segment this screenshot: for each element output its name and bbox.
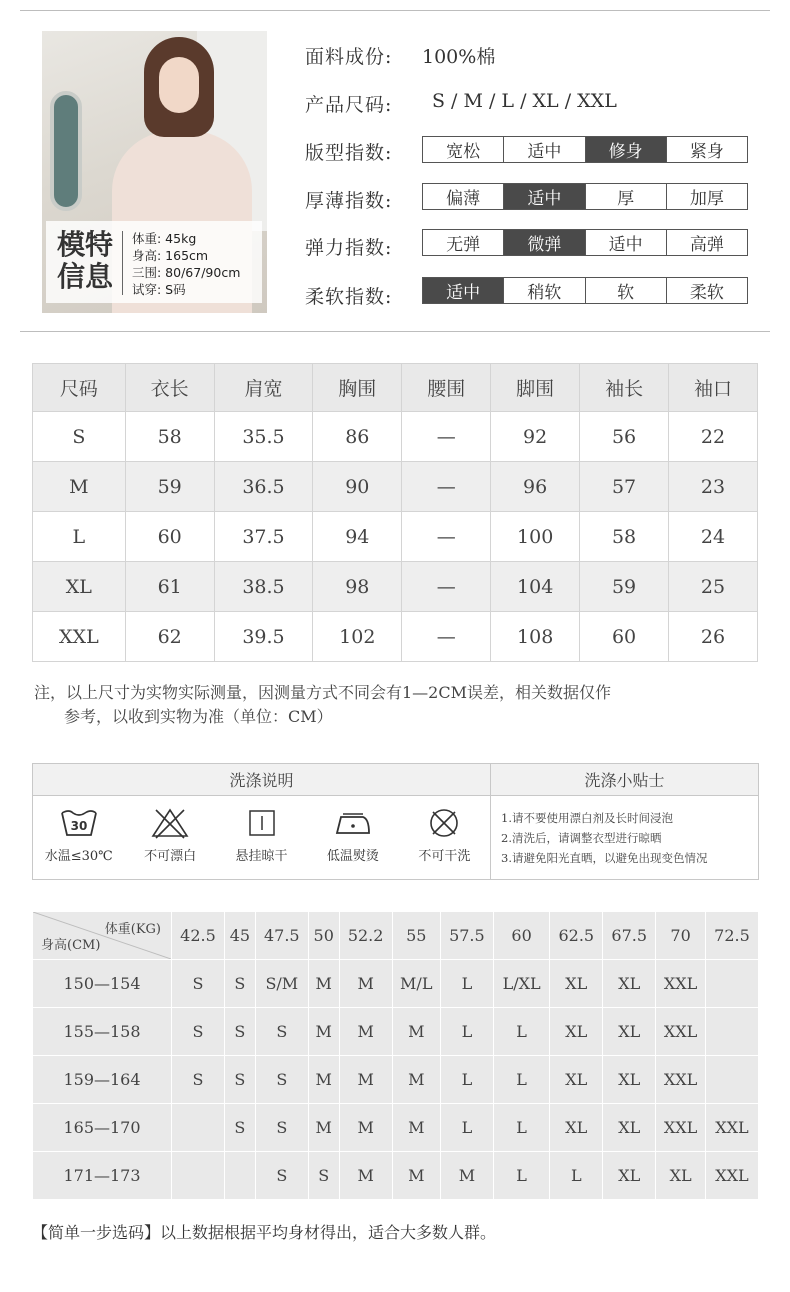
model-measurements: 三围: 80/67/90cm — [132, 265, 241, 280]
size-header-cell: 脚围 — [491, 364, 580, 412]
recommended-size-cell: XL — [603, 1152, 656, 1200]
scale-option: 宽松 — [446, 142, 481, 162]
fit-scale — [422, 136, 748, 163]
size-label: 产品尺码: — [305, 94, 393, 116]
table-row — [33, 1008, 759, 1056]
model-tried-size: 试穿: S码 — [132, 282, 186, 297]
wash-tips-title: 洗涤小贴士 — [491, 764, 758, 796]
recommended-size-cell: M — [339, 1056, 392, 1104]
wash-temp-label: 水温≤30℃ — [44, 849, 113, 864]
scale-option: 紧身 — [666, 137, 747, 162]
scale-option: 稍软 — [503, 278, 584, 303]
size-cell: 108 — [491, 612, 580, 662]
recommended-size-cell: S — [255, 1152, 308, 1200]
recommended-size-cell: L — [493, 1008, 549, 1056]
recommended-size-cell: L — [440, 1008, 493, 1056]
recommended-size-cell: L — [440, 960, 493, 1008]
weight-header-cell: 50 — [308, 912, 339, 960]
hang-dry-icon — [242, 807, 282, 839]
recommended-size-cell: S — [224, 1104, 255, 1152]
recommended-size-cell: L — [493, 1056, 549, 1104]
photo-window — [50, 91, 82, 211]
recommended-size-cell: XL — [550, 1104, 603, 1152]
rec-corner-cell — [33, 912, 172, 960]
rec-header-row — [33, 912, 759, 960]
wash-icons — [33, 797, 490, 879]
weight-header-cell: 52.2 — [339, 912, 392, 960]
size-header-cell: 袖长 — [580, 364, 669, 412]
wash-item — [399, 797, 490, 879]
weight-header-cell: 67.5 — [603, 912, 656, 960]
recommended-size-cell: L/XL — [493, 960, 549, 1008]
size-cell: 38.5 — [214, 562, 313, 612]
size-cell: 39.5 — [214, 612, 313, 662]
weight-header-cell: 47.5 — [255, 912, 308, 960]
size-cell: M — [33, 462, 126, 512]
height-range-cell: 159—164 — [33, 1056, 172, 1104]
size-header-cell: 胸围 — [313, 364, 402, 412]
no-bleach-label: 不可漂白 — [144, 849, 197, 864]
scale-option: 微弹 — [503, 230, 584, 255]
recommended-size-cell: XL — [550, 1056, 603, 1104]
scale-option: 适中 — [585, 230, 666, 255]
size-cell: 37.5 — [214, 512, 313, 562]
recommended-size-cell — [172, 1152, 225, 1200]
size-cell: — — [402, 612, 491, 662]
thickness-scale — [422, 183, 748, 210]
weight-header-cell: 60 — [493, 912, 549, 960]
recommended-size-cell: XXL — [656, 1008, 706, 1056]
scale-option: 适中 — [503, 184, 584, 209]
size-cell: 90 — [313, 462, 402, 512]
weight-header-cell: 42.5 — [172, 912, 225, 960]
size-cell: 98 — [313, 562, 402, 612]
model-title-line1: 模特 — [56, 228, 113, 261]
recommended-size-cell: M — [339, 1008, 392, 1056]
recommended-size-cell: L — [550, 1152, 603, 1200]
recommended-size-cell: M — [392, 1104, 440, 1152]
table-row — [33, 960, 759, 1008]
scale-option: 柔软 — [666, 278, 747, 303]
recommended-size-cell: M — [339, 1104, 392, 1152]
recommended-size-cell: XL — [603, 960, 656, 1008]
fabric-label: 面料成份: — [305, 46, 393, 68]
recommended-size-cell: XXL — [705, 1104, 758, 1152]
recommended-size-cell: S — [224, 1008, 255, 1056]
model-info-divider — [122, 231, 123, 295]
scale-option: 适中 — [503, 137, 584, 162]
wash-temp-badge: 30 — [70, 819, 88, 833]
weight-header-cell: 62.5 — [550, 912, 603, 960]
no-bleach-icon — [150, 807, 190, 839]
size-cell: 23 — [669, 462, 758, 512]
weight-header-cell: 72.5 — [705, 912, 758, 960]
size-cell: 60 — [580, 612, 669, 662]
size-cell: L — [33, 512, 126, 562]
size-table — [32, 363, 758, 662]
size-cell: — — [402, 462, 491, 512]
wash-item — [33, 797, 124, 879]
recommended-size-cell: L — [440, 1104, 493, 1152]
recommended-size-cell: M — [308, 1008, 339, 1056]
size-cell: 102 — [313, 612, 402, 662]
size-header-cell: 尺码 — [33, 364, 126, 412]
hang-dry-label: 悬挂晾干 — [235, 849, 288, 864]
model-stats — [132, 230, 240, 298]
wash-tip-2: 2.清洗后，请调整衣型进行晾晒 — [501, 831, 662, 845]
size-cell: 24 — [669, 512, 758, 562]
fit-label: 版型指数: — [305, 142, 393, 164]
wash-title: 洗涤说明 — [33, 764, 490, 796]
size-cell: XXL — [33, 612, 126, 662]
recommended-size-cell: S — [172, 960, 225, 1008]
size-cell: 104 — [491, 562, 580, 612]
recommended-size-cell: L — [493, 1104, 549, 1152]
weight-header-cell: 45 — [224, 912, 255, 960]
table-row — [33, 1056, 759, 1104]
recommended-size-cell: XXL — [705, 1152, 758, 1200]
height-range-cell: 150—154 — [33, 960, 172, 1008]
size-cell: 62 — [125, 612, 214, 662]
wash-item — [124, 797, 215, 879]
recommended-size-cell: XXL — [656, 960, 706, 1008]
recommended-size-cell: M — [339, 1152, 392, 1200]
size-cell: 58 — [125, 412, 214, 462]
scale-option: 软 — [585, 278, 666, 303]
table-row — [33, 1152, 759, 1200]
size-cell: 94 — [313, 512, 402, 562]
size-recommendation-table — [32, 911, 759, 1200]
weight-header-cell: 57.5 — [440, 912, 493, 960]
model-info-title — [54, 229, 116, 293]
wash-30-icon — [59, 807, 99, 839]
wash-item — [216, 797, 307, 879]
height-axis-label: 身高(CM) — [41, 938, 101, 953]
size-cell: 56 — [580, 412, 669, 462]
recommended-size-cell: XXL — [656, 1104, 706, 1152]
table-row — [33, 412, 758, 462]
softness-scale — [422, 277, 748, 304]
size-cell: 22 — [669, 412, 758, 462]
recommended-size-cell — [172, 1104, 225, 1152]
size-cell: 26 — [669, 612, 758, 662]
size-cell: 92 — [491, 412, 580, 462]
no-dry-clean-icon — [424, 807, 464, 839]
table-row — [33, 462, 758, 512]
size-cell: 60 — [125, 512, 214, 562]
recommended-size-cell: XL — [550, 960, 603, 1008]
recommended-size-cell: S — [255, 1056, 308, 1104]
recommended-size-cell: M — [308, 1104, 339, 1152]
recommended-size-cell: S — [224, 1056, 255, 1104]
size-cell: — — [402, 412, 491, 462]
section-divider — [20, 331, 770, 332]
size-cell: 96 — [491, 462, 580, 512]
recommended-size-cell: XL — [603, 1104, 656, 1152]
elasticity-scale — [422, 229, 748, 256]
scale-option: 偏薄 — [446, 189, 481, 209]
thickness-label: 厚薄指数: — [305, 190, 393, 212]
recommended-size-cell: M — [339, 960, 392, 1008]
scale-option: 高弹 — [666, 230, 747, 255]
recommended-size-cell: M — [392, 1152, 440, 1200]
fabric-value: 100%棉 — [422, 46, 496, 68]
wash-item — [307, 797, 398, 879]
recommended-size-cell: M — [308, 1056, 339, 1104]
recommended-size-cell: L — [493, 1152, 549, 1200]
table-row — [33, 612, 758, 662]
scale-option: 适中 — [423, 278, 503, 303]
model-weight: 体重: 45kg — [132, 231, 197, 246]
height-range-cell: 171—173 — [33, 1152, 172, 1200]
recommended-size-cell: M — [308, 960, 339, 1008]
recommended-size-cell: XL — [603, 1056, 656, 1104]
size-cell: 36.5 — [214, 462, 313, 512]
recommended-size-cell: S — [308, 1152, 339, 1200]
recommended-size-cell: S/M — [255, 960, 308, 1008]
size-cell: 35.5 — [214, 412, 313, 462]
scale-option: 无弹 — [446, 235, 481, 255]
recommended-size-cell: S — [255, 1104, 308, 1152]
size-cell: 86 — [313, 412, 402, 462]
size-header-cell: 肩宽 — [214, 364, 313, 412]
recommended-size-cell: XL — [550, 1008, 603, 1056]
wash-tip-3: 3.请避免阳光直晒，以避免出现变色情况 — [501, 851, 708, 865]
recommended-size-cell — [705, 960, 758, 1008]
recommended-size-cell: S — [172, 1008, 225, 1056]
model-info-box — [46, 221, 262, 303]
note-line-2: 参考，以收到实物为准（单位：CM） — [64, 707, 333, 726]
wash-instructions — [32, 763, 759, 880]
size-header-cell: 袖口 — [669, 364, 758, 412]
size-header-cell: 腰围 — [402, 364, 491, 412]
wash-tip-1: 1.请不要使用漂白剂及长时间浸泡 — [501, 811, 673, 825]
size-cell: 57 — [580, 462, 669, 512]
model-height: 身高: 165cm — [132, 248, 209, 263]
recommended-size-cell: M — [392, 1056, 440, 1104]
wash-divider — [490, 764, 491, 879]
size-cell: S — [33, 412, 126, 462]
footer-note: 【简单一步选码】以上数据根据平均身材得出，适合大多数人群。 — [32, 1223, 497, 1242]
photo-model-face — [159, 57, 199, 113]
recommended-size-cell: M — [392, 1008, 440, 1056]
table-row — [33, 562, 758, 612]
recommended-size-cell: XL — [603, 1008, 656, 1056]
recommended-size-cell: XL — [656, 1152, 706, 1200]
size-cell: 59 — [580, 562, 669, 612]
recommended-size-cell: M — [440, 1152, 493, 1200]
low-iron-label: 低温熨烫 — [326, 849, 379, 864]
elasticity-label: 弹力指数: — [305, 237, 393, 259]
weight-header-cell: 70 — [656, 912, 706, 960]
size-cell: 59 — [125, 462, 214, 512]
recommended-size-cell: M/L — [392, 960, 440, 1008]
size-cell: — — [402, 512, 491, 562]
recommended-size-cell: L — [440, 1056, 493, 1104]
weight-axis-label: 体重(KG) — [104, 922, 161, 937]
note-line-1: 注，以上尺寸为实物实际测量，因测量方式不同会有1—2CM误差，相关数据仅作 — [34, 683, 611, 702]
measurement-note — [34, 681, 754, 729]
recommended-size-cell: S — [172, 1056, 225, 1104]
model-title-line2: 信息 — [56, 260, 113, 293]
table-row — [33, 1104, 759, 1152]
scale-option: 加厚 — [666, 184, 747, 209]
size-value: S / M / L / XL / XXL — [432, 90, 617, 112]
no-dry-clean-label: 不可干洗 — [418, 849, 471, 864]
recommended-size-cell: S — [224, 960, 255, 1008]
size-cell: 25 — [669, 562, 758, 612]
recommended-size-cell: XXL — [656, 1056, 706, 1104]
wash-tips — [501, 808, 707, 868]
height-range-cell: 155—158 — [33, 1008, 172, 1056]
recommended-size-cell: S — [255, 1008, 308, 1056]
scale-option: 厚 — [585, 184, 666, 209]
recommended-size-cell — [705, 1056, 758, 1104]
table-row — [33, 512, 758, 562]
size-cell: XL — [33, 562, 126, 612]
top-divider — [20, 10, 770, 11]
size-cell: 100 — [491, 512, 580, 562]
height-range-cell: 165—170 — [33, 1104, 172, 1152]
low-iron-icon — [333, 807, 373, 839]
size-cell: — — [402, 562, 491, 612]
weight-header-cell: 55 — [392, 912, 440, 960]
softness-label: 柔软指数: — [305, 286, 393, 308]
recommended-size-cell — [705, 1008, 758, 1056]
size-header-cell: 衣长 — [125, 364, 214, 412]
size-cell: 58 — [580, 512, 669, 562]
recommended-size-cell — [224, 1152, 255, 1200]
size-table-header — [33, 364, 758, 412]
scale-option: 修身 — [585, 137, 666, 162]
size-cell: 61 — [125, 562, 214, 612]
